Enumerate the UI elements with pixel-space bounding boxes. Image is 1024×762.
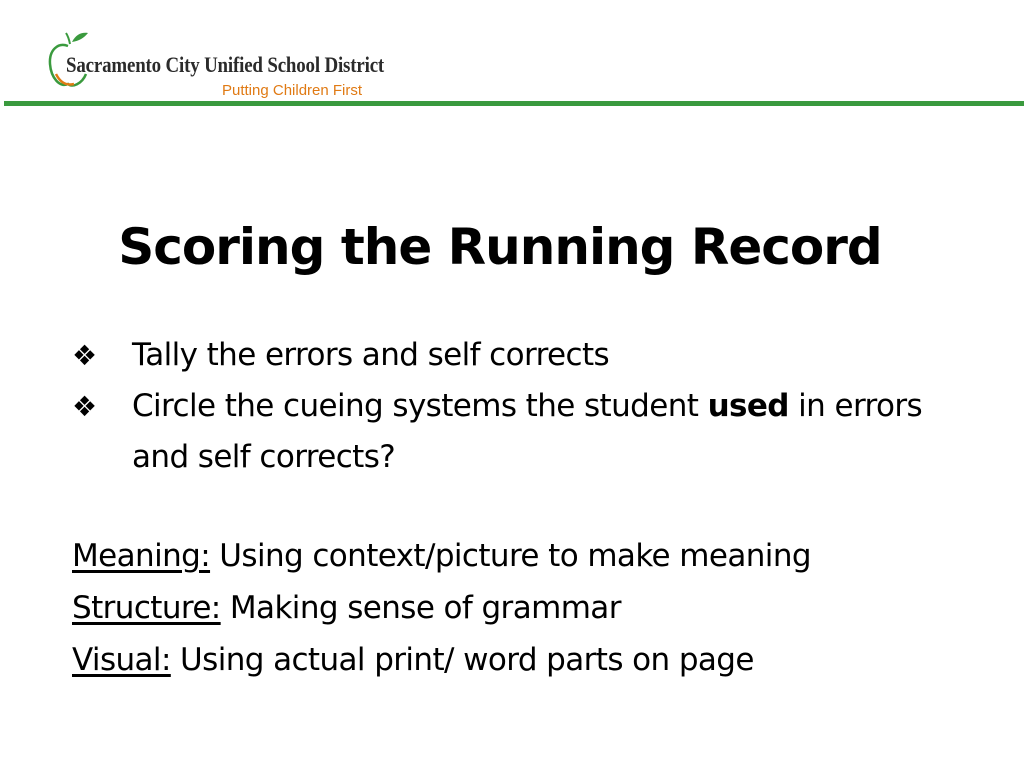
definition-desc: Using context/picture to make meaning: [210, 538, 811, 574]
bullet-text: Circle the cueing systems the student: [132, 388, 708, 424]
definition-term: Structure:: [72, 590, 221, 626]
definition-structure: [72, 582, 1012, 634]
diamond-bullet-icon: ❖: [72, 390, 97, 423]
district-name: Sacramento City Unified School District: [66, 52, 385, 77]
slide-header: [0, 0, 1024, 110]
diamond-bullet-icon: ❖: [72, 339, 97, 372]
bullet-text: Tally the errors and self corrects: [132, 337, 610, 373]
bullet-list: [72, 330, 972, 483]
definition-desc: Using actual print/ word parts on page: [170, 642, 754, 678]
definition-term: Visual:: [72, 642, 171, 678]
district-tagline: Putting Children First: [222, 82, 363, 99]
definition-desc: Making sense of grammar: [220, 590, 621, 626]
definition-meaning: [72, 530, 1012, 582]
cueing-definitions: [72, 530, 1012, 686]
definition-visual: [72, 634, 1012, 686]
bullet-item: [72, 330, 972, 381]
bullet-text-continued: in errors and self corrects?: [132, 388, 923, 475]
definition-term: Meaning:: [72, 538, 211, 574]
emphasis-text: used: [707, 388, 789, 424]
bullet-item: [72, 381, 972, 483]
slide-title: Scoring the Running Record: [118, 218, 882, 276]
header-divider: [4, 101, 1024, 106]
